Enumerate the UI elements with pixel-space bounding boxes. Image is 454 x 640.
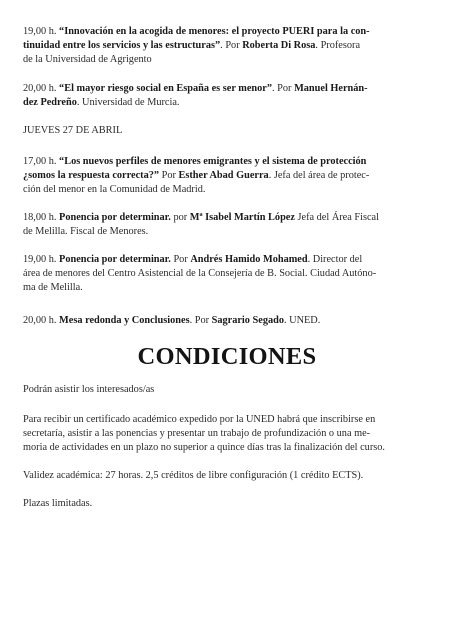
conditions-paragraph (23, 413, 443, 455)
text-line: Plazas limitadas. (23, 498, 93, 509)
program-item (23, 82, 443, 110)
bold-text: Roberta Di Rosa (242, 40, 316, 51)
day-heading (23, 124, 443, 138)
text-run: . Universidad de Murcia. (76, 97, 180, 108)
bold-text: Andrés Hamido Mohamed (190, 254, 308, 265)
text-run: área de menores del Centro Asistencial de la Consejería de B. Social. Ciudad Autóno- (23, 268, 377, 279)
text-line (23, 225, 443, 239)
text-run: por (170, 212, 190, 223)
bold-text: Mesa redonda y Conclusiones (59, 315, 190, 326)
text-run: de la Universidad de Agrigento (23, 54, 152, 65)
bold-text: dez Pedreño (23, 97, 77, 108)
text-line (23, 155, 443, 169)
text-line (23, 314, 443, 328)
text-run: ción del menor en la Comunidad de Madrid. (23, 184, 206, 195)
conditions-paragraph (23, 383, 443, 397)
program-item (23, 25, 443, 67)
text-run: de Melilla. Fiscal de Menores. (23, 226, 149, 237)
text-line: Podrán asistir los interesados/as (23, 384, 155, 395)
text-line: Validez académica: 27 horas. 2,5 créditos de libre configuración (1 crédito ECTS). (23, 470, 364, 481)
bold-text: Esther Abad Guerra (178, 170, 269, 181)
text-line (23, 211, 443, 225)
text-run: 19,00 h. (23, 254, 60, 265)
conditions-paragraph (23, 469, 443, 483)
bold-text: Sagrario Segado (211, 315, 284, 326)
text-line: moria de actividades en un plazo no superior a quince días tras la finalización del curso. (23, 442, 385, 453)
text-run: Por (159, 170, 179, 181)
bold-text: Mª Isabel Martín López (189, 212, 295, 223)
text-run: . UNED. (284, 315, 321, 326)
text-run: . Por (272, 83, 295, 94)
conditions-paragraph (23, 497, 443, 511)
text-run: Jefa del Área Fiscal (294, 212, 379, 223)
bold-text: “Los nuevos perfiles de menores emigrantes y el sistema de protección (59, 156, 367, 167)
text-line (23, 281, 443, 295)
text-run: 17,00 h. (23, 156, 60, 167)
text-run: . Por (189, 315, 212, 326)
text-line (23, 53, 443, 67)
bold-text: tinuidad entre los servicios y las estructuras” (23, 40, 221, 51)
bold-text: ¿somos la respuesta correcta?” (23, 170, 160, 181)
text-line (23, 253, 443, 267)
text-line (23, 96, 443, 110)
text-line: secretaría, asistir a las ponencias y presentar un trabajo de profundización o una me- (23, 428, 371, 439)
text-line (23, 183, 443, 197)
bold-text: Ponencia por determinar. (59, 254, 171, 265)
program-item (23, 211, 443, 239)
text-run: ma de Melilla. (23, 282, 83, 293)
text-line (23, 124, 443, 138)
text-line (23, 25, 443, 39)
text-line (23, 169, 443, 183)
text-run: Por (170, 254, 191, 265)
bold-text: “El mayor riesgo social en España es ser menor” (59, 83, 273, 94)
program-item (23, 253, 443, 295)
bold-text: Ponencia por determinar. (59, 212, 171, 223)
text-run: . Jefa del área de protec- (268, 170, 370, 181)
text-line: Para recibir un certificado académico expedido por la UNED habrá que inscribirse en (23, 414, 376, 425)
text-run: 20,00 h. (23, 83, 60, 94)
bold-text: “Innovación en la acogida de menores: el proyecto PUERI para la con- (59, 26, 370, 37)
text-run: 20,00 h. (23, 315, 60, 326)
text-line (23, 39, 443, 53)
text-run: . Por (220, 40, 243, 51)
bold-text: Manuel Hernán- (294, 83, 368, 94)
text-run: 19,00 h. (23, 26, 60, 37)
text-run: JUEVES 27 DE ABRIL (23, 125, 123, 136)
text-line (23, 82, 443, 96)
text-line (23, 267, 443, 281)
text-run: . Director del (307, 254, 363, 265)
conditions-heading: CONDICIONES (137, 343, 317, 370)
text-run: . Profesora (315, 40, 361, 51)
program-item (23, 155, 443, 197)
text-run: 18,00 h. (23, 212, 60, 223)
program-item (23, 314, 443, 328)
